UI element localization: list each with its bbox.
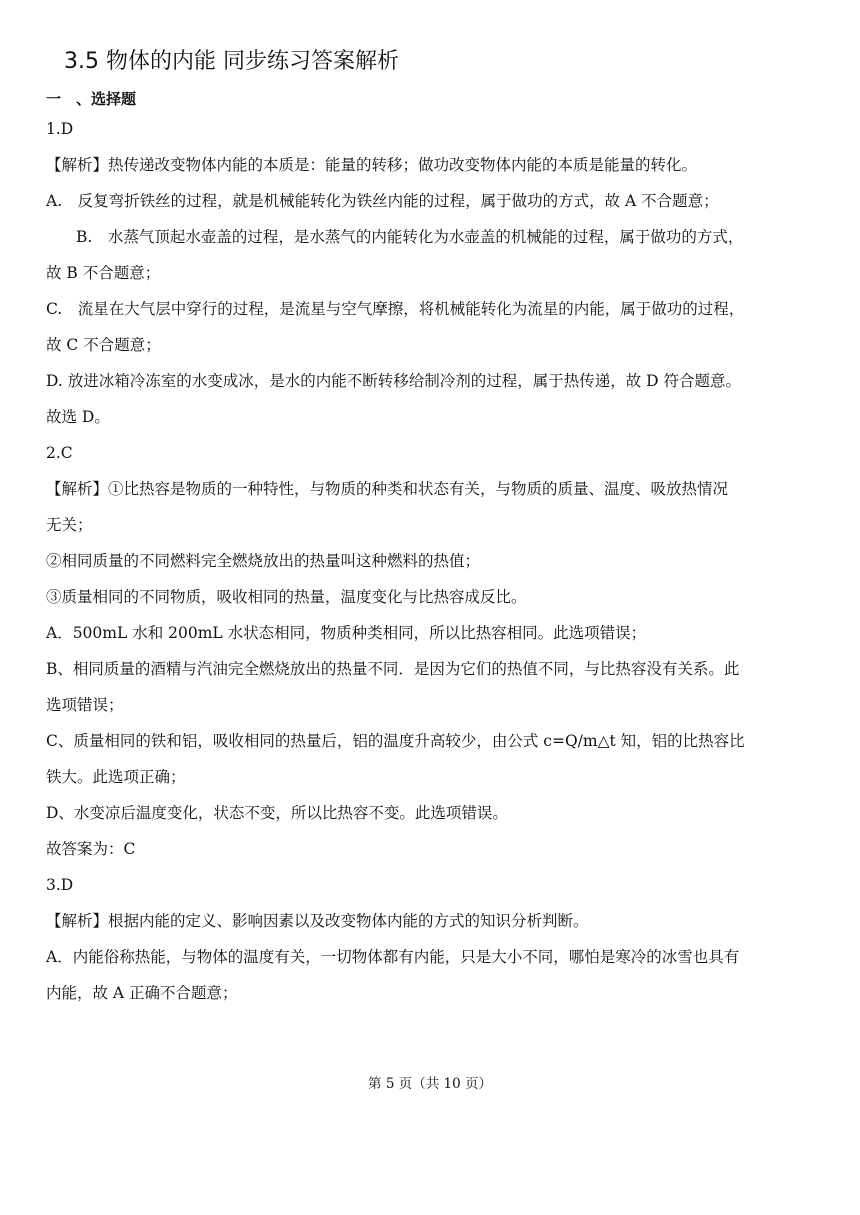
text-line: B、相同质量的酒精与汽油完全燃烧放出的热量不同．是因为它们的热值不同，与比热容没有关系。此	[46, 660, 740, 678]
text-line: 【解析】根据内能的定义、影响因素以及改变物体内能的方式的知识分析判断。	[46, 912, 589, 930]
text-line: 故选 D。	[46, 408, 110, 426]
text-line: 故答案为：C	[46, 840, 136, 858]
text-line: 故 B 不合题意；	[46, 264, 161, 282]
page-title: 3.5 物体的内能 同步练习答案解析	[64, 49, 399, 74]
text-line: 1.D	[46, 120, 74, 138]
text-line: 3.D	[46, 876, 74, 894]
text-line: D、水变凉后温度变化，状态不变，所以比热容不变。此选项错误。	[46, 804, 508, 822]
text-line: ③质量相同的不同物质，吸收相同的热量，温度变化与比热容成反比。	[46, 588, 527, 606]
text-line: A. 反复弯折铁丝的过程，就是机械能转化为铁丝内能的过程，属于做功的方式，故 A 不合题意；	[46, 192, 719, 210]
text-line: 【解析】①比热容是物质的一种特性，与物质的种类和状态有关，与物质的质量、温度、吸放热情况	[46, 480, 729, 498]
text-line: 2.C	[46, 444, 73, 462]
text-line: 选项错误；	[46, 696, 124, 714]
page-number-footer: 第 5 页（共 10 页）	[368, 1076, 492, 1092]
text-line: C、质量相同的铁和铝，吸收相同的热量后，铝的温度升高较少，由公式 c=Q/m△t 知，铝的比热容比	[46, 732, 745, 750]
text-line: C. 流星在大气层中穿行的过程，是流星与空气摩擦，将机械能转化为流星的内能，属于做功的过程，	[46, 300, 745, 318]
text-line: 内能，故 A 正确不合题意；	[46, 984, 238, 1002]
text-line: 无关；	[46, 516, 93, 534]
text-line: ②相同质量的不同燃料完全燃烧放出的热量叫这种燃料的热值；	[46, 552, 481, 570]
section-heading: 一 、选择题	[46, 90, 137, 108]
text-line: D. 放进冰箱冷冻室的水变成冰，是水的内能不断转移给制冷剂的过程，属于热传递，故 D 符合题意。	[46, 372, 742, 390]
answer-content	[46, 118, 818, 1018]
text-line: A．内能俗称热能，与物体的温度有关，一切物体都有内能，只是大小不同，哪怕是寒冷的冰雪也具有	[46, 948, 740, 966]
text-line: 【解析】热传递改变物体内能的本质是：能量的转移；做功改变物体内能的本质是能量的转化。	[46, 156, 698, 174]
text-line: 铁大。此选项正确；	[46, 768, 186, 786]
text-line: B. 水蒸气顶起水壶盖的过程，是水蒸气的内能转化为水壶盖的机械能的过程，属于做功的方式，	[76, 228, 744, 246]
text-line: A．500mL 水和 200mL 水状态相同，物质种类相同，所以比热容相同。此选项错误；	[46, 624, 647, 642]
text-line: 故 C 不合题意；	[46, 336, 161, 354]
